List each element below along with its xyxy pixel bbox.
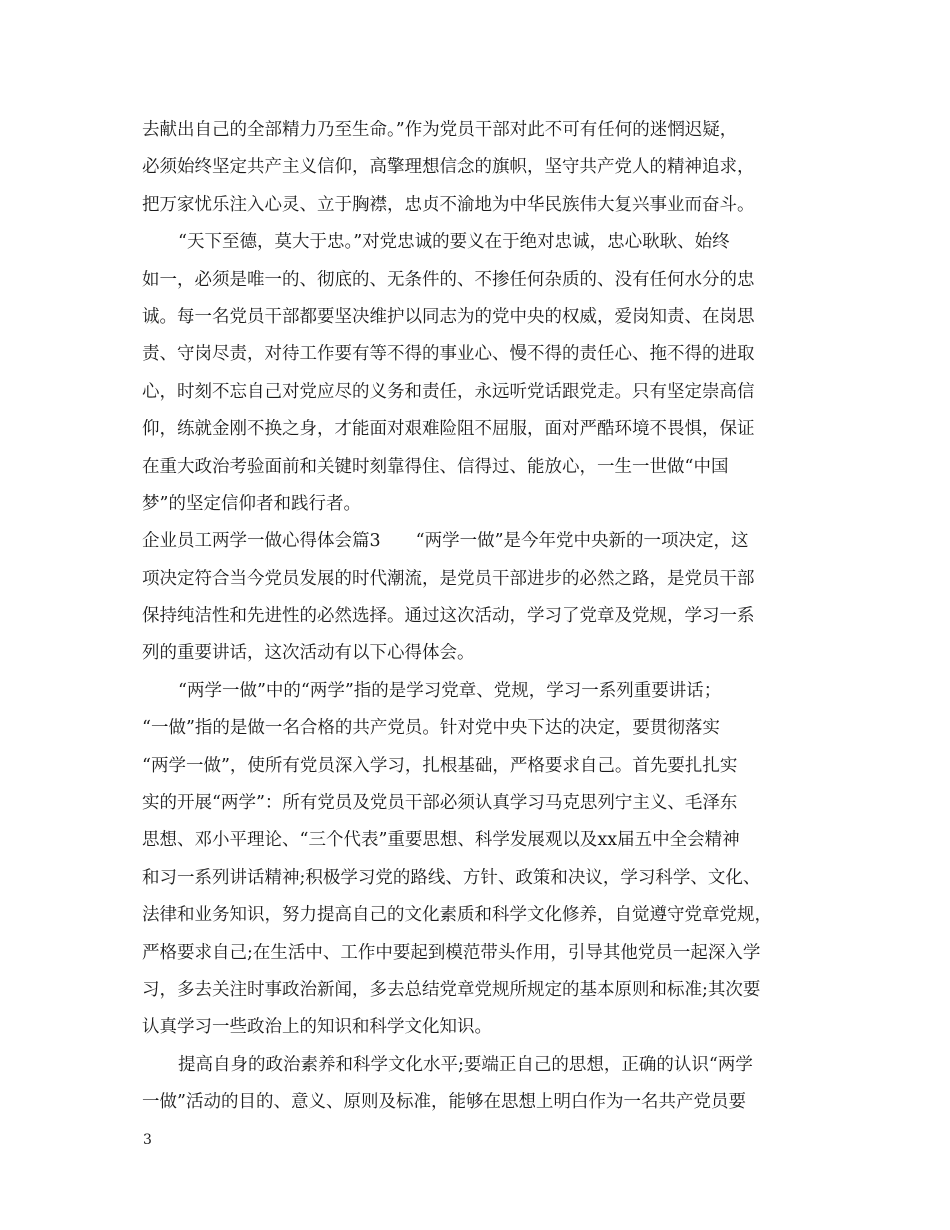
text-line: 把万家忧乐注入心灵、立于胸襟，忠贞不渝地为中华民族伟大复兴事业而奋斗。 <box>142 194 755 215</box>
text-line: 法律和业务知识，努力提高自己的文化素质和科学文化修养，自觉遵守党章党规， <box>142 905 772 926</box>
text-line: 思想、邓小平理论、“三个代表”重要思想、科学发展观以及xx届五中全会精神 <box>142 830 740 851</box>
text-line: 提高自身的政治素养和科学文化水平;要端正自己的思想，正确的认识“两学 <box>178 1054 753 1075</box>
text-line: 在重大政治考验面前和关键时刻靠得住、信得过、能放心，一生一世做“中国 <box>142 456 729 477</box>
text-line: 认真学习一些政治上的知识和科学文化知识。 <box>142 1017 492 1038</box>
text-line: 和习一系列讲话精神;积极学习党的路线、方针、政策和决议，学习科学、文化、 <box>142 867 761 888</box>
text-line: 心，时刻不忘自己对党应尽的义务和责任，永远听党话跟党走。只有坚定崇高信 <box>142 381 755 402</box>
text-line: 仰，练就金刚不换之身，才能面对艰难险阻不屈服，面对严酷环境不畏惧，保证 <box>142 419 755 440</box>
text-line: “一做”指的是做一名合格的共产党员。针对党中央下达的决定，要贯彻落实 <box>142 718 720 739</box>
text-line: “两学一做”中的“两学”指的是学习党章、党规，学习一系列重要讲话； <box>178 680 722 701</box>
text-line: 一做”活动的目的、意义、原则及标准，能够在思想上明白作为一名共产党员要 <box>142 1092 746 1113</box>
section-heading-line: 企业员工两学一做心得体会篇3 “两学一做”是今年党中央新的一项决定，这 <box>142 531 749 552</box>
text-line: 责、守岗尽责，对待工作要有等不得的事业心、慢不得的责任心、拖不得的进取 <box>142 344 755 365</box>
text-line: 习，多去关注时事政治新闻，多去总结党章党规所规定的基本原则和标准;其次要 <box>142 979 761 1000</box>
text-line: 保持纯洁性和先进性的必然选择。通过这次活动，学习了党章及党规，学习一系 <box>142 606 755 627</box>
text-line: 梦”的坚定信仰者和践行者。 <box>142 493 361 514</box>
text-line: 必须始终坚定共产主义信仰，高擎理想信念的旗帜，坚守共产党人的精神追求， <box>142 157 755 178</box>
text-line: “两学一做”，使所有党员深入学习，扎根基础，严格要求自己。首先要扎扎实 <box>142 755 738 776</box>
text-line: 严格要求自己;在生活中、工作中要起到模范带头作用，引导其他党员一起深入学 <box>142 942 761 963</box>
body-text <box>142 112 817 1122</box>
page-number: 3 <box>143 1132 152 1148</box>
text-line: 如一，必须是唯一的、彻底的、无条件的、不掺任何杂质的、没有任何水分的忠 <box>142 269 755 290</box>
text-line: 项决定符合当今党员发展的时代潮流，是党员干部进步的必然之路，是党员干部 <box>142 568 755 589</box>
text-line: 列的重要讲话，这次活动有以下心得体会。 <box>142 643 475 664</box>
text-line: 诚。每一名党员干部都要坚决维护以同志为的党中央的权威，爱岗知责、在岗思 <box>142 306 755 327</box>
text-line: 实的开展“两学”：所有党员及党员干部必须认真学习马克思列宁主义、毛泽东 <box>142 793 738 814</box>
text-line: 去献出自己的全部精力乃至生命。”作为党员干部对此不可有任何的迷惘迟疑， <box>142 120 738 140</box>
text-line: “天下至德，莫大于忠。”对党忠诚的要义在于绝对忠诚，忠心耿耿、始终 <box>178 232 730 253</box>
